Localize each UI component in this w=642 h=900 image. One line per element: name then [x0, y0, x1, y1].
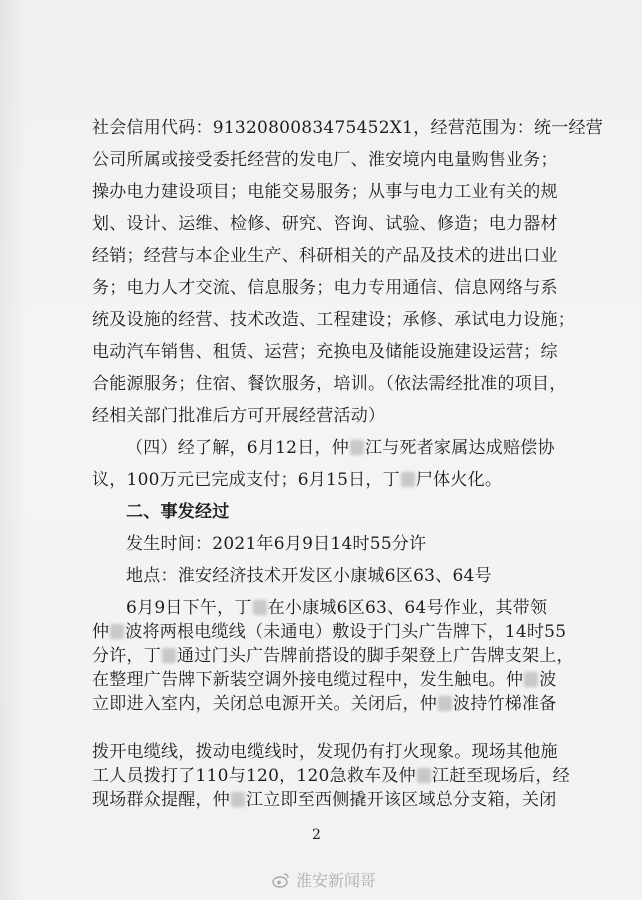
page-number: 2	[312, 827, 321, 843]
redacted-name	[350, 440, 364, 455]
redacted-name	[524, 672, 538, 687]
redacted-name	[438, 696, 452, 711]
text-segment: 立即进入室内，关闭总电源开关。关闭后，仲	[92, 694, 437, 714]
text-segment: 江立即至西侧撬开该区域总分支箱，关闭	[246, 790, 557, 810]
text-line	[92, 765, 570, 787]
text-segment: 在整理广告牌下新装空调外接电缆过程中，发生触电。仲	[92, 670, 524, 690]
text-line	[92, 789, 557, 811]
text-segment: （四）经了解，6月12日，仲	[126, 438, 349, 458]
text-segment: 尸体火化。	[415, 470, 503, 490]
text-segment: 波将两根电缆线（未通电）敷设于门头广告牌下，14时55	[125, 622, 567, 642]
occurrence-time: 发生时间：2021年6月9日14时55分许	[126, 534, 427, 554]
text-segment: 波持竹梯准备	[453, 694, 557, 714]
text-line: 经销；经营与本企业生产、科研相关的产品及技术的进出口业	[92, 246, 558, 266]
text-line: 电动汽车销售、租赁、运营；充换电及储能设施建设运营；综	[92, 342, 558, 362]
watermark-text: 淮安新闻哥	[296, 871, 377, 890]
weibo-logo-icon	[272, 872, 290, 888]
text-line: 公司所属或接受委托经营的发电厂、淮安境内电量购售业务；	[92, 150, 558, 170]
text-segment: 分许，丁	[92, 646, 161, 666]
text-line: 务；电力人才交流、信息服务；电力专用通信、信息网络与系	[92, 278, 558, 298]
text-segment: 6月9日下午，丁	[126, 598, 252, 618]
text-line: 划、设计、运维、检修、研究、咨询、试验、修造；电力器材	[92, 214, 558, 234]
location: 地点：淮安经济技术开发区小康城6区63、64号	[126, 566, 492, 586]
text-segment: 仲	[92, 622, 110, 642]
text-line: 统及设施的经营、技术改造、工程建设；承修、承试电力设施；	[92, 310, 575, 330]
text-segment: 波	[539, 670, 557, 690]
section-heading: 二、事发经过	[126, 502, 230, 522]
text-segment: 现场群众提醒，仲	[92, 790, 230, 810]
text-line	[92, 621, 566, 643]
text-line	[92, 693, 557, 715]
text-line	[126, 437, 555, 459]
text-segment: 通过门头广告牌前搭设的脚手架登上广告牌支架上，	[177, 646, 574, 666]
text-line: 合能源服务；住宿、餐饮服务，培训。（依法需经批准的项目，	[92, 374, 567, 394]
redacted-name	[162, 648, 176, 663]
text-line: 经相关部门批准后方可开展经营活动）	[92, 406, 386, 426]
text-line	[92, 469, 502, 491]
text-segment: 江与死者家属达成赔偿协	[364, 438, 555, 458]
text-segment: 工人员拨打了110与120，120急救车及仲	[92, 766, 416, 786]
text-segment: 在小康城6区63、64号作业，其带领	[267, 598, 548, 618]
text-line	[92, 669, 557, 691]
text-line: 社会信用代码：913208008347545​2X1，经营范围为：统一经营	[92, 118, 603, 138]
redacted-name	[253, 600, 267, 615]
text-line	[92, 645, 574, 667]
redacted-name	[231, 792, 245, 807]
text-line	[126, 597, 547, 619]
redacted-name	[110, 624, 124, 639]
text-line: 操办电力建设项目；电能交易服务；从事与电力工业有关的规	[92, 182, 558, 202]
redacted-name	[401, 472, 415, 487]
text-segment: 江赶至现场后，经	[431, 766, 570, 786]
watermark	[272, 868, 376, 891]
redacted-name	[417, 768, 431, 783]
text-segment: 议，100万元已完成支付；6月15日，丁	[92, 470, 400, 490]
text-line: 拨开电缆线，拨动电缆线时，发现仍有打火现象。现场其他施	[92, 742, 558, 762]
